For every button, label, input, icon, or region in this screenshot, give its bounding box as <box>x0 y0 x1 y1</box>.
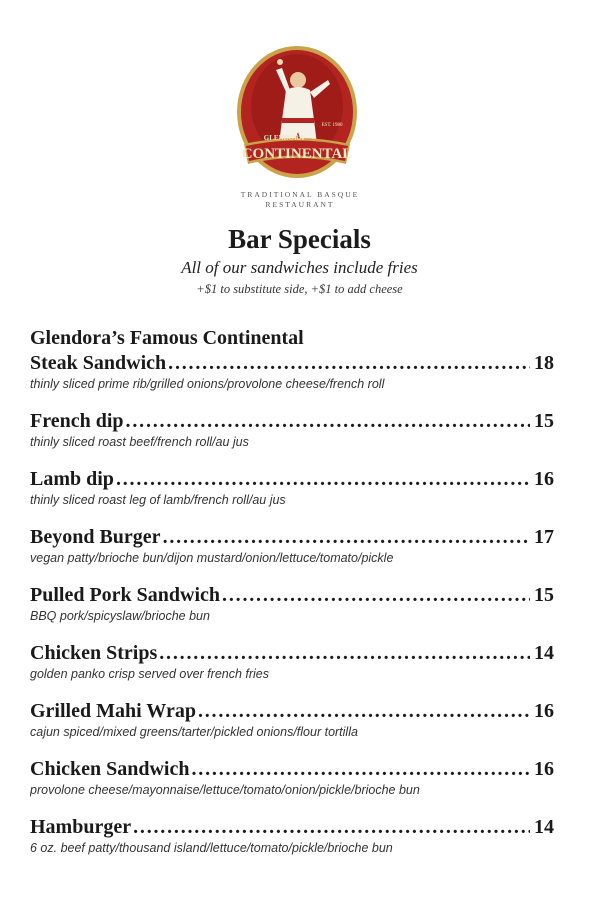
leader-dots <box>222 583 530 608</box>
menu-item <box>30 583 554 624</box>
leader-dots <box>133 815 530 840</box>
leader-dots <box>168 351 530 376</box>
menu-item-name-line-1: Glendora’s Famous Continental <box>30 327 304 349</box>
menu-item-price: 18 <box>534 352 554 374</box>
menu-item-description: thinly sliced roast leg of lamb/french roll/au jus <box>30 493 286 507</box>
menu-item-name: Pulled Pork Sandwich <box>30 584 221 606</box>
menu-item-name: Beyond Burger <box>30 526 161 548</box>
menu-item-price: 15 <box>534 584 554 606</box>
menu-item-name: Grilled Mahi Wrap <box>30 700 196 722</box>
menu-item-name: Hamburger <box>30 816 132 838</box>
menu-item-description: thinly sliced prime rib/grilled onions/provolone cheese/french roll <box>30 377 385 391</box>
menu-item <box>30 326 554 392</box>
menu-item-price: 17 <box>534 526 554 548</box>
menu-item <box>30 757 554 798</box>
menu-item-description: cajun spiced/mixed greens/tarter/pickled onions/flour tortilla <box>30 725 358 739</box>
menu-item <box>30 467 554 508</box>
menu-item <box>30 641 554 682</box>
menu-item-price: 14 <box>534 816 554 838</box>
menu-item-price: 16 <box>534 468 554 490</box>
menu-item-description: provolone cheese/mayonnaise/lettuce/tomato/onion/pickle/brioche bun <box>30 783 420 797</box>
menu-item-description: BBQ pork/spicyslaw/brioche bun <box>30 609 210 623</box>
logo-brand-main: CONTINENTAL <box>241 146 353 162</box>
menu-item-price: 15 <box>534 410 554 432</box>
menu-item-description: thinly sliced roast beef/french roll/au jus <box>30 435 249 449</box>
logo-brand-top: GLENDORA <box>263 134 305 142</box>
menu-list <box>30 326 554 856</box>
menu-item-description: vegan patty/brioche bun/dijon mustard/onion/lettuce/tomato/pickle <box>30 551 394 565</box>
menu-item-name: Lamb dip <box>30 468 114 490</box>
logo-tagline-1: TRADITIONAL BASQUE <box>240 190 360 199</box>
menu-item-price: 16 <box>534 700 554 722</box>
menu-item-name: French dip <box>30 410 124 432</box>
logo-est: EST. 1980 <box>321 123 343 128</box>
leader-dots <box>159 641 530 666</box>
leader-dots <box>198 699 530 724</box>
menu-item <box>30 409 554 450</box>
restaurant-logo <box>226 40 368 190</box>
leader-dots <box>192 757 531 782</box>
page-title: Bar Specials <box>228 224 371 254</box>
menu-item-description: golden panko crisp served over french fries <box>30 667 270 681</box>
menu-item <box>30 699 554 740</box>
menu-item-name: Chicken Sandwich <box>30 758 190 780</box>
menu-item-name: Steak Sandwich <box>30 352 167 374</box>
menu-item-price: 16 <box>534 758 554 780</box>
leader-dots <box>126 409 530 434</box>
substitution-note: +$1 to substitute side, +$1 to add cheese <box>196 282 403 296</box>
leader-dots <box>163 525 530 550</box>
logo-tagline-2: RESTAURANT <box>265 200 335 209</box>
menu-item-description: 6 oz. beef patty/thousand island/lettuce/tomato/pickle/brioche bun <box>30 841 393 855</box>
page-subtitle: All of our sandwiches include fries <box>181 258 418 277</box>
leader-dots <box>116 467 530 492</box>
menu-item-name: Chicken Strips <box>30 642 158 664</box>
menu-item <box>30 815 554 856</box>
logo-emblem <box>226 40 368 190</box>
menu-item-price: 14 <box>534 642 554 664</box>
menu-item <box>30 525 554 566</box>
